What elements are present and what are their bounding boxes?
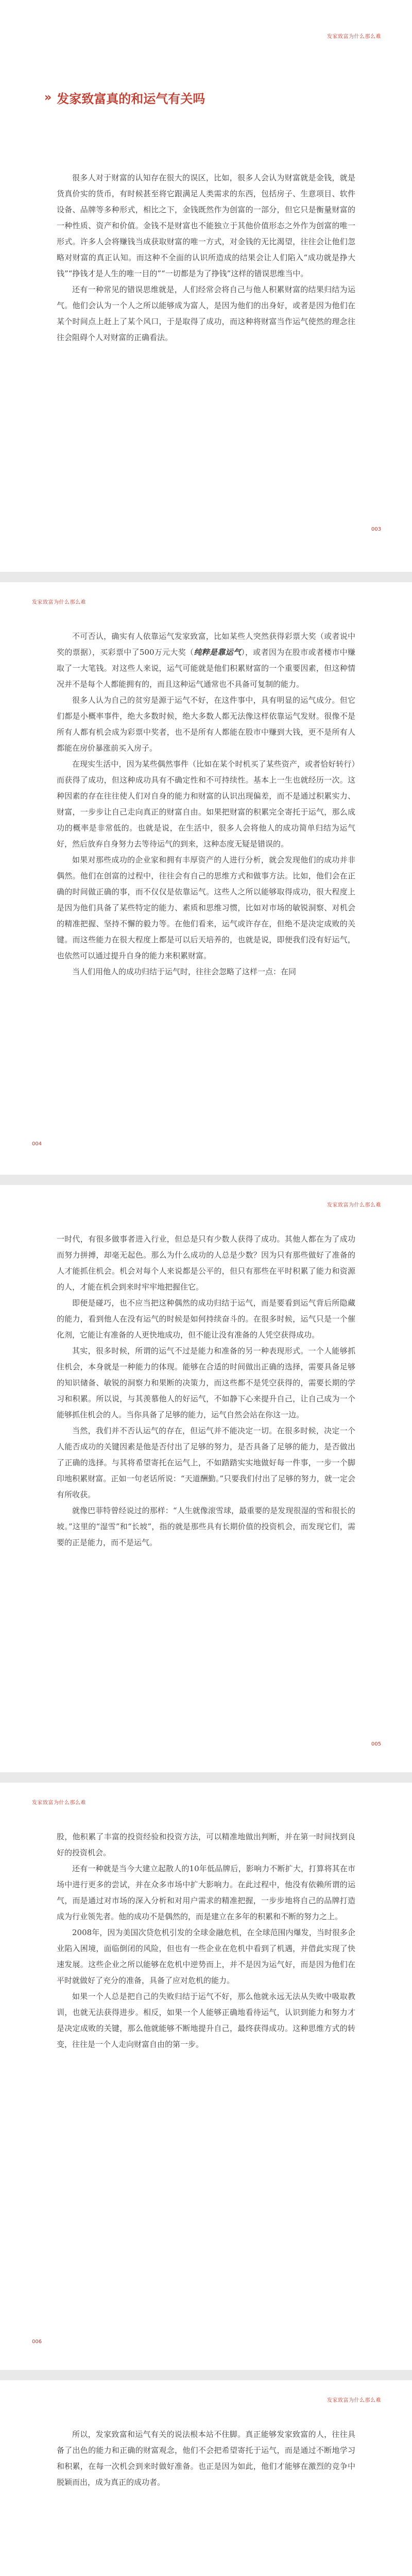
page-number: 005 [371, 1741, 381, 1747]
paragraph: 就像巴菲特曾经说过的那样：“人生就像滚雪球，最重要的是发现很湿的雪和很长的坡。”这里的“湿雪”和“长坡”，指的就是那些具有长期价值的投资机会，而发现它们，需要的正是能力，而不是运气。 [57, 1506, 355, 1547]
paragraph: 如果对那些成功的企业家和拥有丰厚资产的人进行分析，就会发现他们的成功并非偶然。他们在创富的过程中，往往会有自己的思维方式和做事方法。比如，他们会在正确的时间做正确的事，而不仅仅是依靠运气。这些人之所以能够取得成功，很大程度上是因为他们具备了某些特定的能力、素质和思维习惯，比如对市场的敏锐洞察、对机会的精准把握、坚持不懈的毅力等。在他们看来，运气或许存在，但绝不是决定成败的关键。而这些能力在很大程度上都是可以后天培养的，也就是说，即便我们没有好运气，也依然可以通过提升自身的能力来积累财富。 [57, 855, 355, 960]
page-body [57, 170, 355, 346]
running-head: 发家致富为什么那么难 [327, 1202, 381, 1208]
running-head: 发家致富为什么那么难 [32, 600, 86, 605]
chapter-heading [44, 89, 205, 107]
page-number: 004 [32, 1141, 42, 1147]
paragraph: 当然，我们并不否认运气的存在，但运气并不能决定一切。在很多时候，决定一个人能否成功的关键因素是他是否付出了足够的努力，是否具备了足够的能力，是否做出了正确的选择。与其将希望寄托在运气上，不如踏踏实实地做好每一件事，一步一个脚印地积累财富。正如一句老话所说：“天道酬勤。”只要我们付出了足够的努力，就一定会有所收获。 [57, 1426, 355, 1499]
paragraph: 还有一种就是当今大建立起散人的10年低品牌后，影响力不断扩大，打算将其在市场中进行更多的尝试，并在众多市场中扩大影响力。在此过程中，他没有依赖所谓的运气，而是通过对市场的深入分析和对用户需求的精准把握，一步步地将自己的品牌打造成为行业领先者。他的成功不是偶然的，而是建立在多年的积累和不断的努力之上。 [57, 1864, 355, 1921]
page-number: 003 [371, 527, 381, 532]
paragraph: 一时代，有很多做事者进入行业，但总是只有少数人获得了成功。其他人都在为了成功而努力拼搏，却毫无起色。那么为什么成功的人总是少数？因为只有那些做好了准备的人才能抓住机会。机会对每个人来说都是公平的，但只有那些在平时积累了能力和资源的人，才能在机会到来时牢牢地把握住它。 [57, 1234, 355, 1292]
running-head: 发家致富为什么那么难 [327, 2398, 381, 2403]
page-2 [0, 582, 412, 1175]
page-body [57, 2427, 355, 2490]
page-body [57, 1829, 355, 2053]
paragraph: 不可否认，确实有人依靠运气发家致富，比如某些人突然获得彩票大奖（或者说中奖的票据），买彩票中了500万元大奖（纯粹是靠运气），或者因为在股市或者楼市中赚取了一大笔钱。对这些人来说，运气可能就是他们积累财富的一个重要因素，但这种情况并不是每个人都能拥有的，而且这种运气通常也不具备可复制的能力。 [57, 632, 355, 689]
page-body [57, 629, 355, 980]
page-1 [0, 0, 412, 572]
paragraph: 所以，发家致富和运气有关的说法根本站不住脚。真正能够发家致富的人，往往具备了出色的能力和正确的财富观念，他们不会把希望寄托于运气，而是通过不断地学习和积累，在每一次机会到来时做好准备。也正是因为如此，他们才能够在激烈的竞争中脱颖而出，成为真正的成功者。 [57, 2430, 355, 2487]
paragraph: 还有一种常见的错误思维就是，人们经常会将自己与他人积累财富的结果归结为运气。他们会认为一个人之所以能够成为富人，是因为他们的出身好，或者是因为他们在某个时间点上赶上了某个风口，于是取得了成功，而这种将财富当作运气使然的理念往往会阻碍个人对财富的正确看法。 [57, 285, 355, 342]
page-5 [0, 2380, 412, 2576]
paragraph: 很多人对于财富的认知存在很大的误区，比如，很多人会认为财富就是金钱，就是货真价实的货币，有时候甚至将它跟满足人类需求的东西，包括房子、生意项目、软件设备、品牌等多种形式，相比之下，金钱既然作为创富的一部分，但它只是衡量财富的一种性质、资产和价值。金钱不是财富也不能独立于其他价值形态之外作为创富的唯一形式。许多人会将赚钱当成获取财富的唯一方式，对金钱的无比渴望，往往会让他们忽略对财富的真正认知。而这种不全面的认识所造成的结果会让人们陷入“成功就是挣大钱”“挣钱才是人生的唯一目的”“一切都是为了挣钱”这样的错误思维当中。 [57, 173, 355, 278]
page-number: 006 [32, 2339, 42, 2345]
running-head: 发家致富为什么那么难 [32, 1800, 86, 1806]
paragraph: 2008年，因为美国次贷危机引发的全球金融危机，在全球范围内爆发，当时很多企业陷入困境，面临倒闭的风险，但也有一些企业在危机中看到了机遇，并借此实现了快速发展。这些企业之所以能够在危机中逆势而上，并不是因为运气好，而是因为他们在平时就做好了充分的准备，具备了应对危机的能力。 [57, 1928, 355, 1985]
page-body [57, 1231, 355, 1551]
page-3 [0, 1185, 412, 1772]
chapter-title: 发家致富真的和运气有关吗 [57, 92, 205, 106]
paragraph: 如果一个人总是把自己的失败归结于运气不好，那么他就永远无法从失败中吸取教训，也就无法获得进步。相反，如果一个人能够正确地看待运气，认识到能力和努力才是决定成败的关键，那么他就能够不断地提升自己，最终获得成功。这种思维方式的转变，往往是一个人走向财富自由的第一步。 [57, 1992, 355, 2049]
chapter-arrow-icon: » [44, 91, 50, 104]
emphasis-text: 纯粹是靠运气 [194, 648, 242, 657]
paragraph: 在现实生活中，因为某些偶然事件（比如在某个时机买了某些资产，或者恰好转行）而获得了成功，但这种成功具有不确定性和不可持续性。基本上一生也就经历一次。这种因素的存在往往使人们对自身的能力和财富的认识出现偏差，而不是通过积累实力、财富，一步步让自己走向真正的财富自由。如果把财富的积累完全寄托于运气，那么成功的概率是非常低的。也就是说，在生活中，很多人会将他人的成功简单归结为运气好，然后放弃自身努力去等待运气的到来，这种态度无疑是错误的。 [57, 759, 355, 849]
page-4 [0, 1783, 412, 2370]
paragraph: 股，他积累了丰富的投资经验和投资方法，可以精准地做出判断，并在第一时间找到良好的投资机会。 [57, 1832, 355, 1857]
running-head: 发家致富为什么那么难 [327, 34, 381, 40]
paragraph: 其实，很多时候，所谓的运气不过是能力和准备的另一种表现形式。一个人能够抓住机会，本身就是一种能力的体现。能够在合适的时间做出正确的选择，需要具备足够的知识储备、敏锐的洞察力和果断的决策力，而这些都不是凭空获得的，需要长期的学习和积累。所以说，与其羡慕他人的好运气，不如静下心来提升自己，让自己成为一个能够抓住机会的人。当你具备了足够的能力，运气自然会站在你这一边。 [57, 1346, 355, 1419]
paragraph: 当人们用他人的成功归结于运气时，往往会忽略了这样一点：在同 [72, 967, 297, 976]
paragraph: 即便是碰巧，也不应当把这种偶然的成功归结于运气，而是要看到运气背后所隐藏的能力，看到他人在没有运气的时候是如何持续奋斗的。在很多时候，运气只是一个催化剂，它能让有准备的人更快地成功，但不能让没有准备的人凭空获得成功。 [57, 1298, 355, 1340]
paragraph: 很多人认为自己的贫穷是源于运气不好，在这件事中，具有明显的运气成分。但它们都是小概率事件，绝大多数时候，绝大多数人都无法像这样依靠运气发财。很像不是所有人都有机会成为彩票中奖者，也不是所有人都能在股市中赚到大钱，更不是所有人都能在房价暴涨前买入房子。 [57, 696, 355, 753]
